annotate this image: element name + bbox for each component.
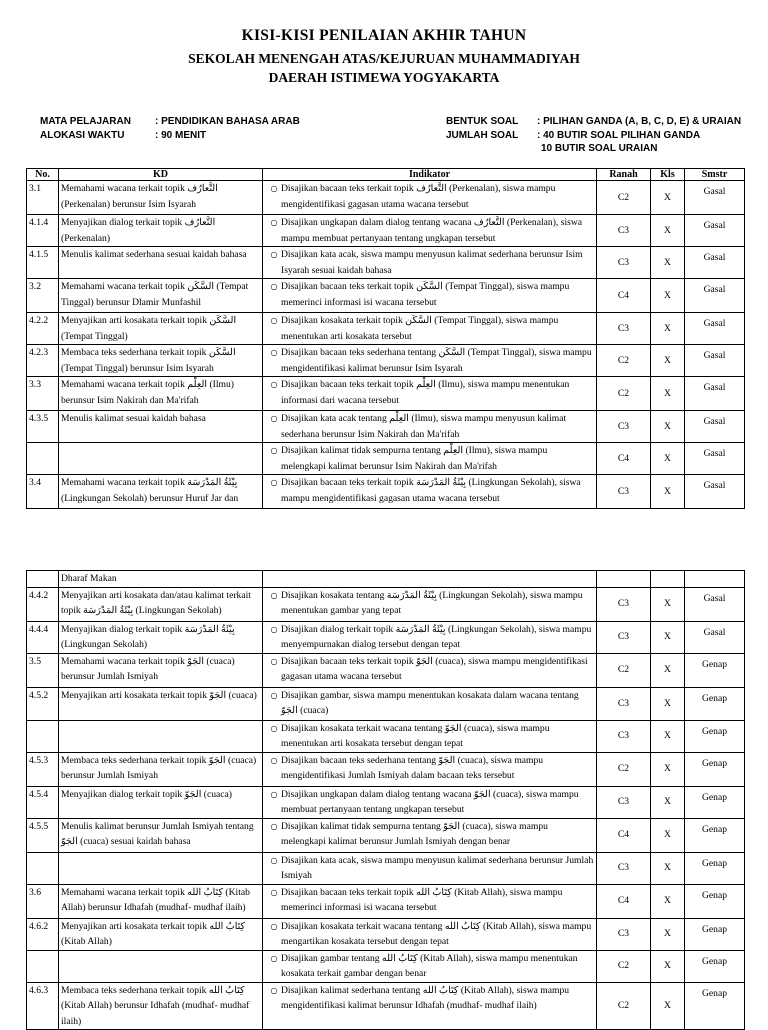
kd-number: 4.4.2 — [27, 587, 59, 621]
time-value: : 90 MENIT — [155, 130, 207, 141]
count-value-pg: : 40 BUTIR SOAL PILIHAN GANDA — [537, 130, 701, 141]
col-indikator: Indikator — [263, 169, 597, 181]
indicator-text: Disajikan ungkapan dalam dialog tentang wacana التَّعارُف (Perkenalan), siswa mampu membuat pertanyaan tentang ungkapan tersebut — [281, 217, 583, 244]
bullet-icon: ○ — [270, 218, 278, 227]
bullet-icon: ○ — [270, 348, 278, 357]
bullet-icon: ○ — [270, 723, 278, 733]
indicator-cell — [263, 687, 597, 720]
kelas-cell: X — [651, 720, 685, 752]
indicator-text: Disajikan kosakata tentang بِيْئَةُ المَدْرَسَة (Lingkungan Sekolah), siswa mampu menentukan gambar yang tepat — [281, 589, 583, 616]
indicator-text: Disajikan kosakata terkait topik السَّكَن (Tempat Tinggal), siswa mampu menentukan arti kosakata tersebut — [281, 315, 559, 342]
indicator-cell — [263, 621, 597, 653]
table-row — [27, 852, 745, 884]
semester-cell: Genap — [685, 918, 745, 950]
kd-description: Menulis kalimat sederhana sesuai kaidah bahasa — [59, 247, 263, 279]
indicator-text: Disajikan bacaan teks terkait topik بِيْئَةُ المَدْرَسَة (Lingkungan Sekolah), siswa mampu mengidentifikasi gagasan utama wacana tersebut — [281, 477, 581, 504]
bullet-icon: ○ — [270, 478, 278, 487]
semester-cell: Gasal — [685, 345, 745, 377]
kd-number: 3.4 — [27, 475, 59, 509]
kd-number: 3.5 — [27, 653, 59, 687]
bullet-icon: ○ — [270, 953, 278, 963]
kisi-table-1 — [26, 168, 745, 509]
kd-number: 4.2.3 — [27, 345, 59, 377]
ranah-cell: C3 — [597, 918, 651, 950]
table-row — [27, 587, 745, 621]
kelas-cell: X — [651, 587, 685, 621]
indicator-cell — [263, 443, 597, 475]
kd-description: Memahami wacana terkait topik بِيْئَةُ المَدْرَسَة (Lingkungan Sekolah) berunsur Huruf Jar dan — [59, 475, 263, 509]
kd-description: Membaca teks sederhana terkait topik كِتَابُ الله (Kitab Allah) berunsur Idhafah (mudhaf- mudhaf ilaih) — [59, 982, 263, 1030]
ranah-cell — [597, 571, 651, 588]
table-row — [27, 687, 745, 720]
indicator-text: Disajikan kalimat sederhana tentang كِتَابُ الله (Kitab Allah), siswa mampu mengidentifikasi kalimat berunsur Idhafah (mudhaf- mudhaf ilaih) — [281, 984, 570, 1011]
kd-description: Menulis kalimat berunsur Jumlah Ismiyah tentang الجَوّ (cuaca) sesuai kaidah bahasa — [59, 818, 263, 852]
ranah-cell: C3 — [597, 587, 651, 621]
kd-description: Menyajikan dialog terkait topik الجَوّ (cuaca) — [59, 786, 263, 818]
col-no: No. — [27, 169, 59, 181]
form-label: BENTUK SOAL — [446, 116, 519, 127]
indicator-text: Disajikan bacaan teks terkait topik الجَوّ (cuaca), siswa mampu mengidentifikasi gagasan utama wacana tersebut — [281, 655, 588, 682]
kd-number: 4.2.2 — [27, 313, 59, 345]
table-row — [27, 653, 745, 687]
semester-cell: Genap — [685, 852, 745, 884]
indicator-cell — [263, 587, 597, 621]
kelas-cell: X — [651, 247, 685, 279]
kd-description: Menyajikan arti kosakata terkait topik الجَوّ (cuaca) — [59, 687, 263, 720]
ranah-cell: C3 — [597, 247, 651, 279]
kd-description: Menyajikan dialog terkait topik التَّعارُف (Perkenalan) — [59, 215, 263, 247]
indicator-text: Disajikan kosakata terkait wacana tentang الجَوّ (cuaca), siswa mampu menentukan arti kosakata tersebut dengan tepat — [281, 722, 550, 749]
semester-cell: Gasal — [685, 313, 745, 345]
count-value-uraian: 10 BUTIR SOAL URAIAN — [541, 143, 658, 154]
kelas-cell: X — [651, 653, 685, 687]
ranah-cell: C3 — [597, 411, 651, 443]
count-label: JUMLAH SOAL — [446, 130, 519, 141]
kd-number — [27, 852, 59, 884]
table-row — [27, 621, 745, 653]
ranah-cell: C3 — [597, 475, 651, 509]
kd-number: 4.3.5 — [27, 411, 59, 443]
col-smstr: Smstr — [685, 169, 745, 181]
semester-cell — [685, 571, 745, 588]
indicator-text: Disajikan bacaan teks sederhana tentang الجَوّ (cuaca), siswa mampu mengidentifikasi Jumlah Ismiyah dalam bacaan teks tersebut — [281, 754, 544, 781]
bullet-icon: ○ — [270, 590, 278, 600]
table-row — [27, 884, 745, 918]
kelas-cell: X — [651, 786, 685, 818]
kd-number: 4.5.2 — [27, 687, 59, 720]
kelas-cell: X — [651, 818, 685, 852]
kelas-cell: X — [651, 982, 685, 1030]
table-header-row — [27, 169, 745, 181]
table-row — [27, 377, 745, 411]
indicator-cell — [263, 345, 597, 377]
semester-cell: Genap — [685, 950, 745, 982]
indicator-cell — [263, 215, 597, 247]
semester-cell: Gasal — [685, 215, 745, 247]
table-row — [27, 345, 745, 377]
semester-cell: Genap — [685, 752, 745, 786]
bullet-icon: ○ — [270, 282, 278, 291]
bullet-icon: ○ — [270, 921, 278, 931]
ranah-cell: C3 — [597, 621, 651, 653]
kelas-cell: X — [651, 377, 685, 411]
kd-description: Menyajikan arti kosakata dan/atau kalimat terkait topik بِيْئَةُ المَدْرَسَة (Lingkungan Sekolah) — [59, 587, 263, 621]
kd-description — [59, 443, 263, 475]
kelas-cell: X — [651, 181, 685, 215]
form-value: : PILIHAN GANDA (A, B, C, D, E) & URAIAN — [537, 116, 742, 127]
kd-description: Menyajikan arti kosakata terkait topik كِتَابُ الله (Kitab Allah) — [59, 918, 263, 950]
kelas-cell: X — [651, 918, 685, 950]
school-name: SEKOLAH MENENGAH ATAS/KEJURUAN MUHAMMADIYAH — [188, 51, 580, 66]
kd-number: 3.6 — [27, 884, 59, 918]
semester-cell: Gasal — [685, 621, 745, 653]
ranah-cell: C2 — [597, 377, 651, 411]
table-row — [27, 720, 745, 752]
table-row — [27, 247, 745, 279]
table-row — [27, 443, 745, 475]
indicator-cell — [263, 313, 597, 345]
semester-cell: Gasal — [685, 279, 745, 313]
col-ranah: Ranah — [597, 169, 651, 181]
indicator-cell — [263, 884, 597, 918]
semester-cell: Gasal — [685, 247, 745, 279]
semester-cell: Gasal — [685, 411, 745, 443]
indicator-cell — [263, 720, 597, 752]
ranah-cell: C2 — [597, 653, 651, 687]
kelas-cell: X — [651, 950, 685, 982]
semester-cell: Gasal — [685, 475, 745, 509]
indicator-text: Disajikan kata acak tentang العِلْم (Ilmu), siswa mampu menyusun kalimat sederhana berunsur Isim Nakirah dan Ma'rifah — [281, 413, 567, 440]
indicator-text: Disajikan kata acak, siswa mampu menyusun kalimat sederhana berunsur Isim Isyarah sesuai kaidah bahasa — [281, 249, 583, 276]
kd-number — [27, 571, 59, 588]
bullet-icon: ○ — [270, 887, 278, 897]
indicator-text: Disajikan dialog terkait topik بِيْئَةُ المَدْرَسَة (Lingkungan Sekolah), siswa mampu menyempurnakan dialog tersebut dengan tepat — [281, 623, 592, 650]
kd-description: Dharaf Makan — [59, 571, 263, 588]
time-label: ALOKASI WAKTU — [40, 130, 125, 141]
kd-description: Memahami wacana terkait topik السَّكَن (Tempat Tinggal) berunsur Dlamir Munfashil — [59, 279, 263, 313]
kelas-cell: X — [651, 279, 685, 313]
table-row — [27, 982, 745, 1030]
kelas-cell: X — [651, 621, 685, 653]
table-row — [27, 411, 745, 443]
bullet-icon: ○ — [270, 446, 278, 455]
kelas-cell: X — [651, 884, 685, 918]
semester-cell: Genap — [685, 720, 745, 752]
semester-cell: Genap — [685, 884, 745, 918]
indicator-text: Disajikan kalimat tidak sempurna tentang الجَوّ (cuaca), siswa mampu melengkapi kalimat berunsur Jumlah Ismiyah dengan benar — [281, 820, 548, 847]
indicator-text: Disajikan bacaan teks terkait topik كِتَابُ الله (Kitab Allah), siswa mampu memerinci informasi isi wacana tersebut — [281, 886, 563, 913]
indicator-cell — [263, 818, 597, 852]
kd-description: Menyajikan arti kosakata terkait topik السَّكَن (Tempat Tinggal) — [59, 313, 263, 345]
semester-cell: Gasal — [685, 377, 745, 411]
table-row — [27, 215, 745, 247]
kd-number: 3.1 — [27, 181, 59, 215]
bullet-icon: ○ — [270, 316, 278, 325]
semester-cell: Gasal — [685, 587, 745, 621]
kd-number: 4.5.5 — [27, 818, 59, 852]
ranah-cell: C4 — [597, 818, 651, 852]
kelas-cell: X — [651, 443, 685, 475]
semester-cell: Gasal — [685, 443, 745, 475]
kd-number: 4.5.4 — [27, 786, 59, 818]
ranah-cell: C2 — [597, 950, 651, 982]
table-row — [27, 571, 745, 588]
semester-cell: Genap — [685, 818, 745, 852]
kd-number — [27, 720, 59, 752]
indicator-cell — [263, 279, 597, 313]
ranah-cell: C3 — [597, 687, 651, 720]
kisi-table-2 — [26, 570, 745, 1030]
region-name: DAERAH ISTIMEWA YOGYAKARTA — [268, 70, 500, 85]
ranah-cell: C4 — [597, 884, 651, 918]
kelas-cell — [651, 571, 685, 588]
indicator-cell — [263, 918, 597, 950]
kd-description: Membaca teks sederhana terkait topik الجَوّ (cuaca) berunsur Jumlah Ismiyah — [59, 752, 263, 786]
kd-number: 4.1.5 — [27, 247, 59, 279]
ranah-cell: C2 — [597, 752, 651, 786]
kd-number: 4.4.4 — [27, 621, 59, 653]
kelas-cell: X — [651, 345, 685, 377]
indicator-cell — [263, 181, 597, 215]
semester-cell: Genap — [685, 653, 745, 687]
table-row — [27, 752, 745, 786]
bullet-icon: ○ — [270, 821, 278, 831]
indicator-cell — [263, 786, 597, 818]
bullet-icon: ○ — [270, 380, 278, 389]
table-row — [27, 918, 745, 950]
indicator-text: Disajikan ungkapan dalam dialog tentang wacana الجَوّ (cuaca), siswa mampu membuat pertanyaan tentang ungkapan tersebut — [281, 788, 579, 815]
indicator-cell — [263, 377, 597, 411]
semester-cell: Gasal — [685, 181, 745, 215]
kd-description: Menyajikan dialog terkait topik بِيْئَةُ المَدْرَسَة (Lingkungan Sekolah) — [59, 621, 263, 653]
ranah-cell: C2 — [597, 345, 651, 377]
col-kls: Kls — [651, 169, 685, 181]
table-row — [27, 475, 745, 509]
bullet-icon: ○ — [270, 789, 278, 799]
kd-number: 3.2 — [27, 279, 59, 313]
bullet-icon: ○ — [270, 624, 278, 634]
subject-label: MATA PELAJARAN — [40, 116, 131, 127]
table-row — [27, 818, 745, 852]
kd-description: Membaca teks sederhana terkait topik السَّكَن (Tempat Tinggal) berunsur Isim Isyarah — [59, 345, 263, 377]
bullet-icon: ○ — [270, 656, 278, 666]
kelas-cell: X — [651, 215, 685, 247]
kelas-cell: X — [651, 411, 685, 443]
kd-description — [59, 950, 263, 982]
ranah-cell: C3 — [597, 720, 651, 752]
semester-cell: Genap — [685, 687, 745, 720]
bullet-icon: ○ — [270, 250, 278, 259]
ranah-cell: C3 — [597, 852, 651, 884]
table-row — [27, 313, 745, 345]
indicator-cell — [263, 247, 597, 279]
kd-number: 4.6.2 — [27, 918, 59, 950]
table-row — [27, 279, 745, 313]
kd-description: Menulis kalimat sesuai kaidah bahasa — [59, 411, 263, 443]
kelas-cell: X — [651, 475, 685, 509]
indicator-cell — [263, 411, 597, 443]
indicator-text: Disajikan kata acak, siswa mampu menyusun kalimat sederhana berunsur Jumlah Ismiyah — [281, 854, 594, 881]
col-kd: KD — [59, 169, 263, 181]
kd-description: Memahami wacana terkait topik الجَوّ (cuaca) berunsur Jumlah Ismiyah — [59, 653, 263, 687]
indicator-text: Disajikan kosakata terkait wacana tentang كِتَابُ الله (Kitab Allah), siswa mampu mengartikan kosakata tersebut dengan tepat — [281, 920, 592, 947]
indicator-cell — [263, 852, 597, 884]
indicator-cell — [263, 982, 597, 1030]
kd-description: Memahami wacana terkait topik العِلْم (Ilmu) berunsur Isim Nakirah dan Ma'rifah — [59, 377, 263, 411]
indicator-text: Disajikan bacaan teks terkait topik السَّكَن (Tempat Tinggal), siswa mampu memerinci informasi isi wacana tersebut — [281, 281, 570, 308]
subject-value: : PENDIDIKAN BAHASA ARAB — [155, 116, 300, 127]
kelas-cell: X — [651, 687, 685, 720]
bullet-icon: ○ — [270, 855, 278, 865]
ranah-cell: C3 — [597, 215, 651, 247]
bullet-icon: ○ — [270, 414, 278, 423]
bullet-icon: ○ — [270, 755, 278, 765]
table-row — [27, 786, 745, 818]
indicator-cell — [263, 653, 597, 687]
indicator-cell — [263, 475, 597, 509]
kd-description: Memahami wacana terkait topik كِتَابُ الله (Kitab Allah) berunsur Idhafah (mudhaf- mudhaf ilaih) — [59, 884, 263, 918]
bullet-icon: ○ — [270, 985, 278, 995]
kd-number: 4.5.3 — [27, 752, 59, 786]
kd-number — [27, 950, 59, 982]
semester-cell: Genap — [685, 982, 745, 1030]
ranah-cell: C2 — [597, 982, 651, 1030]
kd-number: 4.1.4 — [27, 215, 59, 247]
kd-number — [27, 443, 59, 475]
ranah-cell: C3 — [597, 786, 651, 818]
ranah-cell: C2 — [597, 181, 651, 215]
kd-description — [59, 720, 263, 752]
semester-cell: Genap — [685, 786, 745, 818]
kd-description: Memahami wacana terkait topik التَّعارُف (Perkenalan) berunsur Isim Isyarah — [59, 181, 263, 215]
indicator-text: Disajikan gambar tentang كِتَابُ الله (Kitab Allah), siswa mampu menentukan kosakata terkait gambar dengan benar — [281, 952, 578, 979]
indicator-text: Disajikan bacaan teks terkait topik التَّعارُف (Perkenalan), siswa mampu mengidentifikasi gagasan utama wacana tersebut — [281, 183, 556, 210]
kd-number: 3.3 — [27, 377, 59, 411]
ranah-cell: C4 — [597, 279, 651, 313]
kelas-cell: X — [651, 752, 685, 786]
ranah-cell: C4 — [597, 443, 651, 475]
document-title: KISI-KISI PENILAIAN AKHIR TAHUN — [241, 27, 527, 44]
table-row — [27, 181, 745, 215]
table-row — [27, 950, 745, 982]
kelas-cell: X — [651, 852, 685, 884]
bullet-icon: ○ — [270, 690, 278, 700]
indicator-cell — [263, 571, 597, 588]
indicator-text: Disajikan bacaan teks terkait topik العِلْم (Ilmu), siswa mampu menentukan informasi dari wacana tersebut — [281, 379, 570, 406]
ranah-cell: C3 — [597, 313, 651, 345]
indicator-text: Disajikan kalimat tidak sempurna tentang العِلْم (Ilmu), siswa mampu melengkapi kalimat berunsur Isim Nakirah dan Ma'rifah — [281, 445, 548, 472]
kd-number: 4.6.3 — [27, 982, 59, 1030]
bullet-icon: ○ — [270, 184, 278, 193]
indicator-cell — [263, 752, 597, 786]
indicator-text: Disajikan gambar, siswa mampu menentukan kosakata dalam wacana tentang الجَوّ (cuaca) — [281, 689, 579, 716]
kd-description — [59, 852, 263, 884]
indicator-cell — [263, 950, 597, 982]
indicator-text: Disajikan bacaan teks sederhana tentang السَّكَن (Tempat Tinggal), siswa mampu mengidentifikasi kalimat berunsur Isim Isyarah — [281, 347, 592, 374]
kelas-cell: X — [651, 313, 685, 345]
